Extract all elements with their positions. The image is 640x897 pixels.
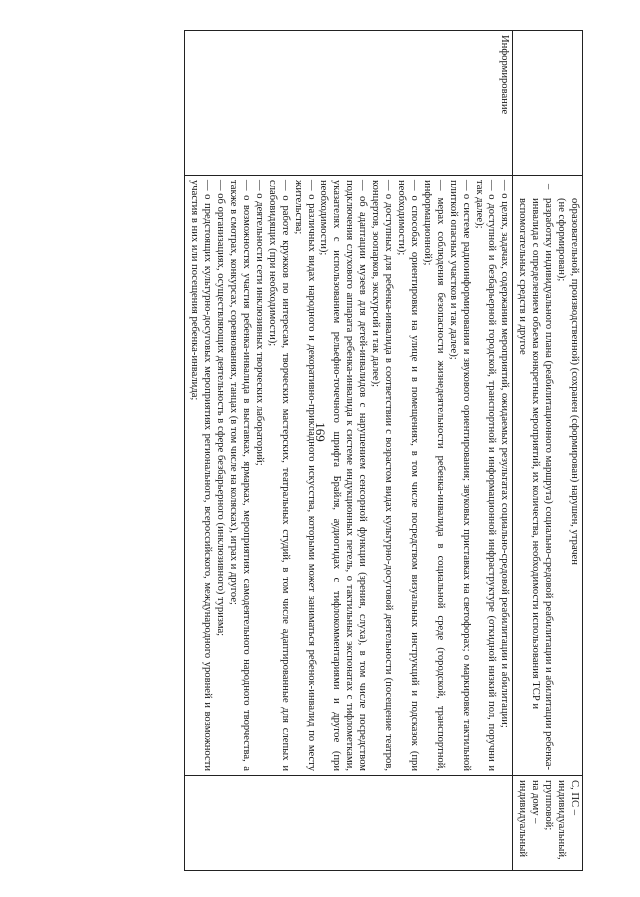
previous-row-label-cell bbox=[513, 31, 583, 176]
informing-item: — о способах ориентировки на улице и в помещениях, в том числе посредством визуальных инструкций и подсказок (при необходимости); bbox=[396, 180, 420, 771]
informing-item: — об организациях, осуществляющих деятельность в сфере безбарьерного (инклюзивного) туризма; bbox=[215, 180, 227, 637]
methodology-table bbox=[184, 30, 583, 871]
dash-list-item bbox=[515, 180, 554, 771]
informing-item: — о предстоящих культурно-досуговых мероприятиях регионального, всероссийского, международного уровней и возможности участия в них или посещения ребенка-инвалида; bbox=[189, 180, 214, 771]
rotated-page-content bbox=[93, 30, 583, 870]
informing-item: — о системе радиоинформирования и звукового ориентирования; звуковых приставках на светофорах; о маркировке тактильной плиткой опасных участков и так далее); bbox=[447, 180, 472, 771]
form-of-work-line: С, ПС – bbox=[569, 780, 580, 816]
continued-text-line: (не сформирован); bbox=[556, 198, 568, 282]
informing-item: — о работе кружков по интересам, творческих мастерских, театральных студий, в том числе адаптированные для слепых и слабовидящих (при необходимости); bbox=[266, 180, 291, 771]
dash-list-item-text: разработку индивидуального плана (реабилитационного маршрута) социально-средовой реабилитации и абилитации ребенка-инвалида с определением объема конкретных мероприятий, их количества, необходимости использования ТСР и вспомогательных средств и другое bbox=[517, 198, 555, 771]
continued-text-line: образовательной, производственной) (сохранен (сформирован) нарушен, утрачен bbox=[569, 198, 580, 565]
form-of-work-line: на дому – bbox=[530, 780, 542, 824]
previous-row-content-cell bbox=[513, 176, 583, 776]
table-row-informing bbox=[185, 31, 513, 871]
table-row-previous bbox=[513, 31, 583, 871]
informing-item: — о различных видах народного и декоративно-прикладного искусства, которыми может заниматься ребенок-инвалид по месту жительства; bbox=[292, 180, 317, 771]
informing-item: — о возможностях участия ребенка-инвалида в выставках, ярмарках, мероприятиях самодеятельного народного творчества, а также в смотрах, конкурсах, соревнованиях, танцах (в том числе на колясках), играх и другое; bbox=[228, 180, 252, 771]
informing-item: — о доступной и безбарьерной городской, транспортной и информационной инфраструктуре (откидной низкий пол, поручни и так далее); bbox=[473, 180, 498, 771]
informing-form-cell bbox=[185, 776, 513, 871]
informing-label-cell: Информирование bbox=[185, 31, 513, 176]
informing-item: — об адаптации музеев для детей-инвалидов с нарушением сенсорной функции (зрения, слуха), в том числе посредством подключения слухового аппарата ребенка-инвалида к системе индукционных петель, о тактильных экспонатах с тифлометками, указателях с использованием рельефно-точечного шрифта Брайля, аудиогидах с тифлокомментариями и другое (при необходимости); bbox=[318, 180, 369, 771]
informing-item: — о доступных для ребенка-инвалида в соответствии с возрастом видах культурно-досуговой деятельности (посещение театров, концертов, зоопарков, экскурсий и так далее); bbox=[370, 180, 395, 771]
form-of-work-line: групповой; bbox=[543, 780, 555, 831]
form-of-work-cell bbox=[513, 776, 583, 871]
page-number: 169 bbox=[312, 422, 328, 442]
form-of-work-line: индивидуальный, bbox=[556, 780, 568, 860]
informing-item: — мерах соблюдения безопасности жизнедеятельности ребенка-инвалида в социальной среде (городской, транспортной, информационной); bbox=[421, 180, 446, 771]
dash-marker: – bbox=[543, 184, 555, 190]
informing-item: — о целях, задачах, содержании мероприятий, ожидаемых результатах социально-средовой реабилитации и абилитации; bbox=[499, 180, 511, 728]
informing-content-cell bbox=[185, 176, 513, 776]
form-of-work-line: индивидуальный bbox=[517, 780, 529, 857]
informing-item: — о деятельности сети инклюзивных творческих лабораторий; bbox=[253, 180, 265, 466]
